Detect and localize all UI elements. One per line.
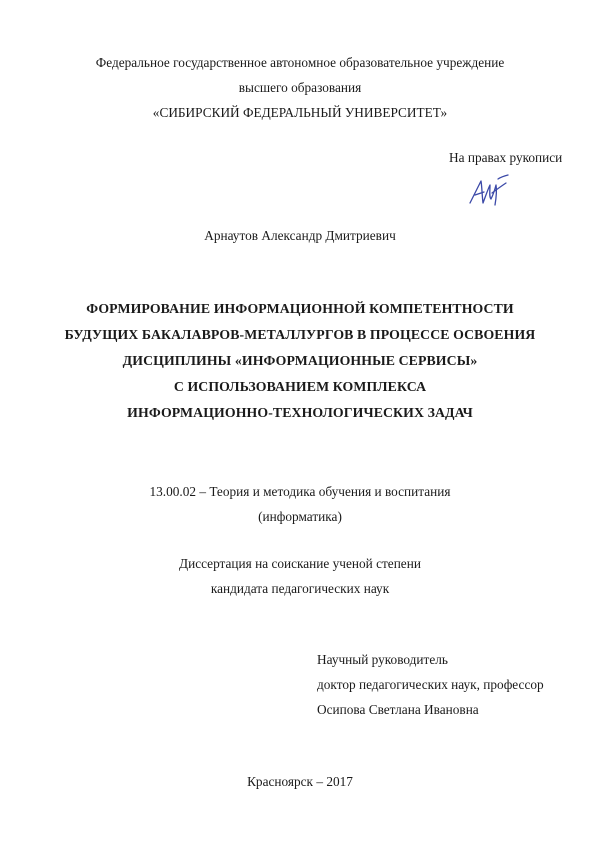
supervisor-role: Научный руководитель: [317, 652, 448, 667]
title-line-4: С ИСПОЛЬЗОВАНИЕМ КОМПЛЕКСА: [173, 379, 427, 394]
organization-line-2: высшего образования: [238, 80, 362, 95]
degree-line-2: кандидата педагогических наук: [210, 581, 390, 596]
title-line-2: БУДУЩИХ БАКАЛАВРОВ-МЕТАЛЛУРГОВ В ПРОЦЕССЕ ОСВОЕНИЯ: [64, 327, 536, 342]
title-line-1: ФОРМИРОВАНИЕ ИНФОРМАЦИОННОЙ КОМПЕТЕНТНОСТИ: [86, 301, 514, 316]
degree-line-1: Диссертация на соискание ученой степени: [179, 556, 421, 571]
title-line-3: ДИСЦИПЛИНЫ «ИНФОРМАЦИОННЫЕ СЕРВИСЫ»: [122, 353, 478, 368]
specialty-block: [0, 479, 600, 529]
manuscript-note: На правах рукописи: [449, 150, 563, 165]
specialty-code-line: 13.00.02 – Теория и методика обучения и воспитания: [149, 484, 451, 499]
specialty-subject-line: (информатика): [258, 509, 342, 524]
city-year: Красноярск – 2017: [247, 774, 353, 789]
dissertation-title: [0, 296, 600, 426]
supervisor-block: [317, 647, 544, 722]
supervisor-credentials: доктор педагогических наук, профессор: [317, 677, 544, 692]
title-line-5: ИНФОРМАЦИОННО-ТЕХНОЛОГИЧЕСКИХ ЗАДАЧ: [127, 405, 473, 420]
degree-block: [0, 551, 600, 601]
supervisor-name: Осипова Светлана Ивановна: [317, 702, 479, 717]
organization-block: [0, 50, 600, 125]
signature-icon: [468, 173, 510, 213]
organization-line-1: Федеральное государственное автономное образовательное учреждение: [95, 55, 505, 70]
organization-line-3: «СИБИРСКИЙ ФЕДЕРАЛЬНЫЙ УНИВЕРСИТЕТ»: [152, 105, 448, 120]
author-name: Арнаутов Александр Дмитриевич: [204, 228, 396, 243]
